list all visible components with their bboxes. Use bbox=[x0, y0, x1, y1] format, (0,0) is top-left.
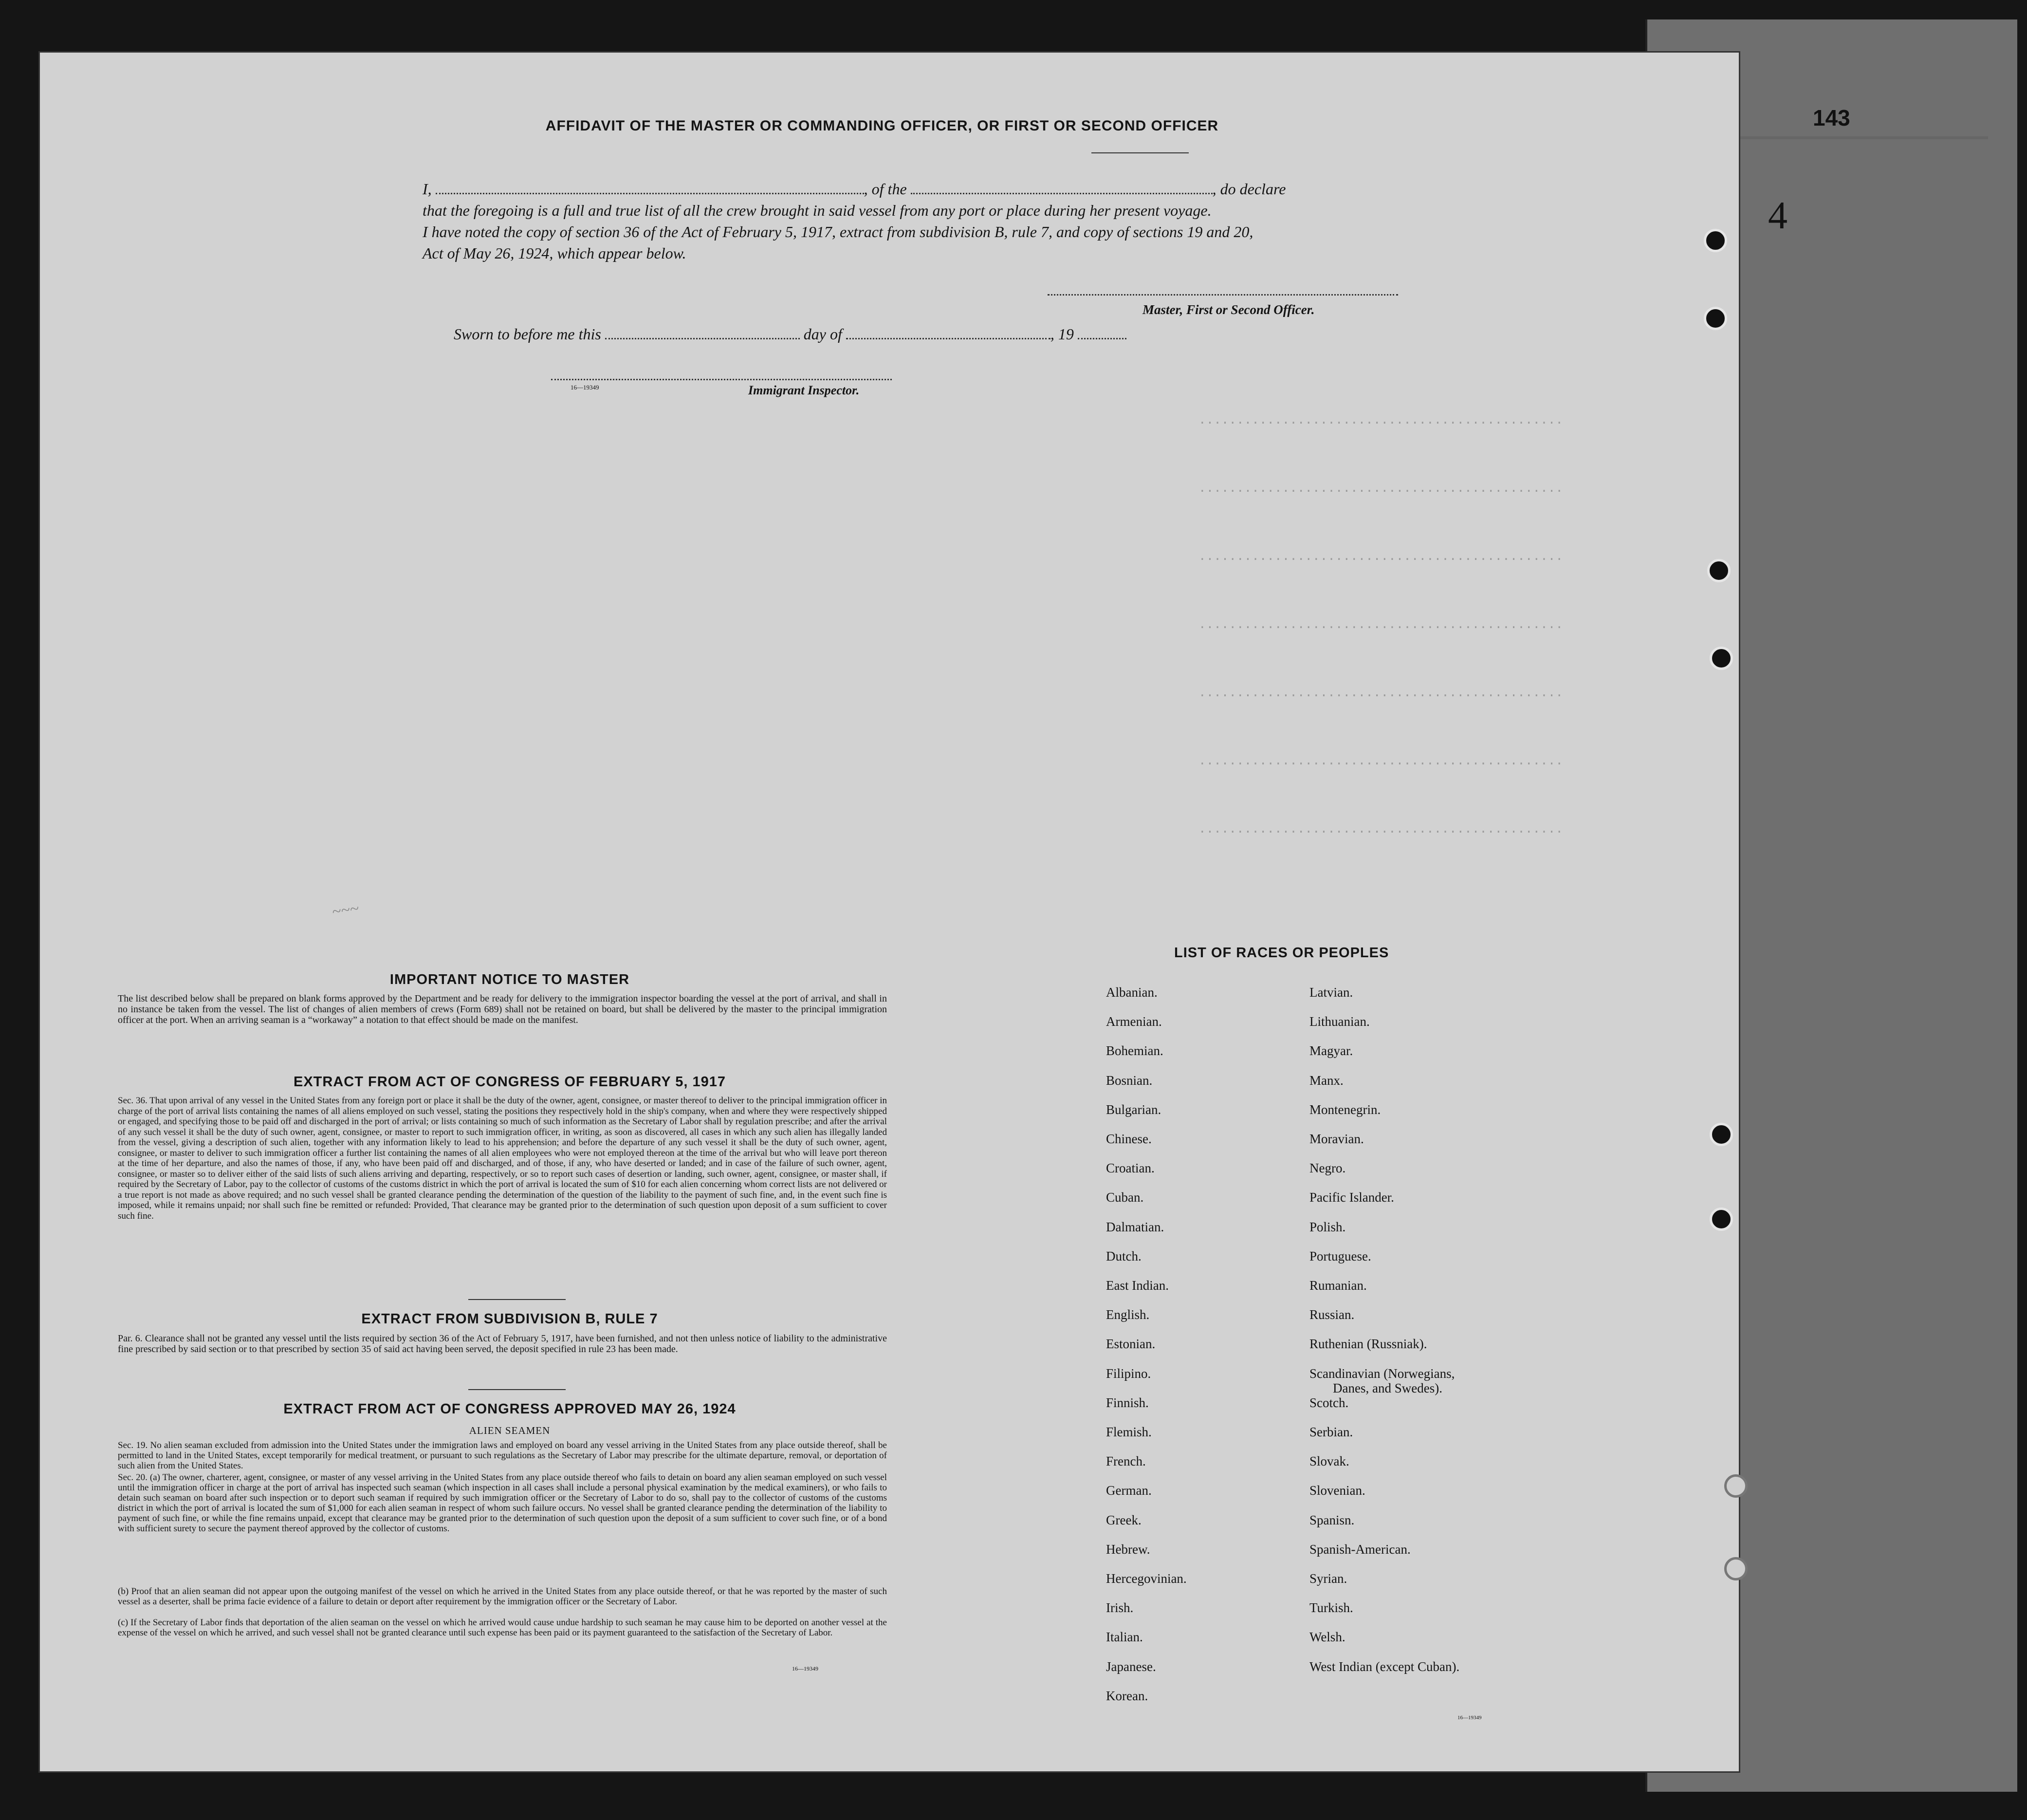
race-right-item: Rumanian. bbox=[1309, 1278, 1367, 1293]
race-left-item: Bulgarian. bbox=[1106, 1102, 1161, 1117]
punch-hole bbox=[1724, 1474, 1748, 1498]
race-left-item: Armenian. bbox=[1106, 1014, 1162, 1029]
punch-hole bbox=[1710, 1123, 1733, 1146]
race-right-item: Lithuanian. bbox=[1309, 1014, 1370, 1029]
races-title: LIST OF RACES OR PEOPLES bbox=[1174, 945, 1389, 961]
divider bbox=[468, 1299, 566, 1300]
punch-hole bbox=[1724, 1557, 1748, 1580]
race-left-item: Korean. bbox=[1106, 1688, 1148, 1703]
divider bbox=[468, 1389, 566, 1390]
punch-hole bbox=[1710, 647, 1733, 670]
race-right-item: Syrian. bbox=[1309, 1571, 1347, 1586]
race-left-item: Greek. bbox=[1106, 1512, 1142, 1527]
extract-1917-title: EXTRACT FROM ACT OF CONGRESS OF FEBRUARY 5, 1917 bbox=[293, 1074, 726, 1090]
race-left-item: Chinese. bbox=[1106, 1132, 1152, 1146]
sec-19-text: Sec. 19. No alien seaman excluded from admission into the United States under the immigration laws and employed on board any vessel arriving in the United States from any place outside thereof, shall be permitted to land in the United States, except temporarily for medical treatment, or pursuant to such regulations as the Secretary of Labor may prescribe for the ultimate departure, removal, or deportation of such alien from the United States. bbox=[118, 1440, 887, 1471]
race-left-item: Hercegovinian. bbox=[1106, 1571, 1187, 1586]
race-left-item: Croatian. bbox=[1106, 1161, 1155, 1176]
sworn-label: Sworn to before me this bbox=[454, 325, 601, 343]
sec-20b-text: (b) Proof that an alien seaman did not appear upon the outgoing manifest of the vessel on which he arrived in the United States from any place outside thereof, or that he was reported by the master of such vessel as a deserter, shall be prima facie evidence of a failure to detain or deport after requirement by the immigration officer or the Secretary of Labor. bbox=[118, 1586, 887, 1607]
race-left-item: German. bbox=[1106, 1483, 1152, 1498]
form-number: 16—19349 bbox=[792, 1665, 818, 1672]
race-left-item: Hebrew. bbox=[1106, 1541, 1150, 1557]
document-page: 4 ................................................ ................................................ ................................................ ................................................ ................................................ ................................................ ................................................ AFFIDAVIT OF THE MASTER OR COMMANDING OFFICER, OR FIRST OR SECOND OFFICER I, , of the , do declare that the foregoing is a full and true list of all the crew brought in said vessel from any port or place during her present voyage. I have noted the copy of section 36 of the Act of February 5, 1917, extract from subdivision B, rule 7, and copy of sections 19 and 20, Act of May 26, 1924, which appear below. Master, First or Second Officer. Sworn to before me this day of , 19 16—19349 Immigrant Inspector. ~~~ IMPORTANT NOTICE TO MASTER The list described below shall be prepared on blank forms approved by the Department and be ready for delivery to the immigration inspector boarding the vessel at the port of arrival, and shall in no instance be taken from the vessel. The list of changes of alien members of crews (Form 689) shall not be retained on board, but shall be delivered by the master to the principal immigration officer at the port. When an arriving seaman is a “workaway” a notation to that effect should be made on the manifest. EXTRACT FROM ACT OF CONGRESS OF FEBRUARY 5, 1917 Sec. 36. That upon arrival of any vessel in the United States from any foreign port or place it shall be the duty of the owner, agent, consignee, or master thereof to deliver to the principal immigration officer in charge of the port of arrival lists containing the names of all aliens employed on such vessel, stating the positions they respectively hold in the ship's company, when and where they were respectively shipped or engaged, and specifying those to be paid off and discharged in the port of arrival; or lists containing so much of such information as the Secretary of Labor shall by regulation prescribe; and after the arrival of any such vessel it shall be the duty of such owner, agent, consignee, or master to report to such immigration officer, in writing, as soon as discovered, all cases in which any such alien has illegally landed from the vessel, giving a description of such alien, together with any information likely to lead to his apprehension; and before the departure of any such vessel it shall be the duty of such owner, agent, consignee, or master to deliver to such immigration officer a further list containing the names of all alien employees who were not employed thereon at the time of the arrival but who will leave port thereon at the time of her departure, and also the names of those, if any, who have been paid off and discharged, and of those, if any, who have deserted or landed; and in case of the failure of such owner, agent, consignee, or master so to deliver either of the said lists of such aliens arriving and departing, respectively, or so to report such cases of desertion or landing, such owner, agent, consignee, or master shall, if required by the Secretary of Labor, pay to the collector of customs of the customs district in which the port of arrival is located the sum of $10 for each alien concerning whom correct lists are not delivered or a true report is not made as above required; and no such vessel shall be granted clearance pending the determination of the question of the liability to the payment of such fine, and, in the event such fine is imposed, while it remains unpaid; nor shall such fine be remitted or refunded: Provided, That clearance may be granted prior to the determination of such question upon deposit of a sum sufficient to cover such fine. EXTRACT FROM SUBDIVISION B, RULE 7 Par. 6. Clearance shall not be granted any vessel until the lists required by section 36 of the Act of February 5, 1917, have been furnished, and not then unless notice of liability to the administrative fine prescribed by said section or to that prescribed by section 35 of said act having been served, the deposit specified in rule 23 has been made. EXTRACT FROM ACT OF CONGRESS APPROVED MAY 26, 1924 ALIEN SEAMEN Sec. 19. No alien seaman excluded from admission into the United States under the immigration laws and employed on board any vessel arriving in the United States from any place outside thereof, shall be permitted to land in the United States, except temporarily for medical treatment, or pursuant to such regulations as the Secretary of Labor may prescribe for the ultimate departure, removal, or deportation of such alien from the United States. Sec. 20. (a) The owner, charterer, agent, consignee, or master of any vessel arriving in the United States from any place outside thereof who fails to detain on board any alien seaman employed on such vessel until the immigration officer in charge at the port of arrival has inspected such seaman (which inspection in all cases shall include a personal physical examination by the medical examiners), or who fails to detain such seaman on board after such inspection or to deport such seaman if required by such immigration officer or the Secretary of Labor to do so, shall pay to the collector of customs of the customs district in which the port of arrival is located the sum of $1,000 for each alien seaman in respect of whom such failure occurs. No vessel shall be granted clearance pending the determination of the liability to payment of such fine, or while the fine remains unpaid, except that clearance may be granted prior to the determination of such question upon the deposit of a sum sufficient to cover such fine, or of a bond with sufficient surety to secure the payment thereof approved by the collector of customs. (b) Proof that an alien seaman did not appear upon the outgoing manifest of the vessel on which he arrived in the United States from any place outside thereof, or that he was reported by the master of such vessel as a deserter, shall be prima facie evidence of a failure to detain or deport after requirement by the immigration officer or the Secretary of Labor. (c) If the Secretary of Labor finds that deportation of the alien seaman on the vessel on which he arrived would cause undue hardship to such seaman he may cause him to be deported on another vessel at the expense of the vessel on which he arrived, and such vessel shall not be granted clearance until such expense has been paid or its payment guaranteed to the satisfaction of the Secretary of Labor. 16—19349 LIST OF RACES OR PEOPLES 16—19349 Albanian. Armenian. Bohemian. Bosnian. Bulgarian. Chinese. Croatian. Cuban. Dalmatian. Dutch. East Indian. English. Estonian. Filipino. Finnish. Flemish. French. German. Greek. Hebrew. Hercegovinian. Irish. Italian. Japanese. Korean. Latvian. Lithuanian. Magyar. Manx. Montenegrin. Moravian. Negro. Pacific Islander. Polish. Portuguese. Rumanian. Russian. Ruthenian (Russniak). Scandinavian (Norwegians, Danes, and Swedes). Scotch. Serbian. Slovak. Slovenian. Spanisn. Spanish-American. Syrian. Turkish. Welsh. West Indian (except Cuban). bbox=[40, 53, 1739, 1771]
punch-hole bbox=[1707, 559, 1731, 582]
race-right-item: Moravian. bbox=[1309, 1132, 1364, 1146]
sworn-date-blank bbox=[605, 333, 800, 339]
affidavit-line-4: Act of May 26, 1924, which appear below. bbox=[423, 244, 686, 262]
signature-label: Master, First or Second Officer. bbox=[1142, 302, 1315, 317]
affidavit-of-the: , of the bbox=[864, 180, 907, 198]
sworn-month-blank bbox=[846, 333, 1050, 339]
inspector-label: Immigrant Inspector. bbox=[748, 383, 860, 397]
name-blank bbox=[436, 188, 864, 194]
sworn-year-blank bbox=[1078, 333, 1126, 339]
race-right-item: Manx. bbox=[1309, 1073, 1344, 1088]
alien-seamen-subtitle: ALIEN SEAMEN bbox=[469, 1425, 551, 1436]
race-right-item: Latvian. bbox=[1309, 985, 1353, 1000]
race-right-item: Ruthenian (Russniak). bbox=[1309, 1337, 1427, 1352]
divider bbox=[1091, 152, 1189, 153]
race-right-item: Scotch. bbox=[1309, 1395, 1349, 1410]
affidavit-i: I, bbox=[423, 180, 432, 198]
race-right-item: Russian. bbox=[1309, 1307, 1355, 1322]
race-right-item: Pacific Islander. bbox=[1309, 1190, 1394, 1205]
race-right-item: Slovenian. bbox=[1309, 1483, 1365, 1498]
race-left-item: Flemish. bbox=[1106, 1425, 1152, 1439]
page-number: 143 bbox=[1813, 105, 1850, 130]
race-left-item: Albanian. bbox=[1106, 985, 1158, 1000]
affidavit-line-2: that the foregoing is a full and true list of all the crew brought in said vessel from any port or place during her present voyage. bbox=[423, 202, 1212, 219]
race-left-item: Bosnian. bbox=[1106, 1073, 1153, 1088]
form-number: 16—19349 bbox=[571, 384, 599, 391]
race-right-item: Welsh. bbox=[1309, 1630, 1345, 1645]
race-left-item: Filipino. bbox=[1106, 1366, 1151, 1381]
race-right-item: Turkish. bbox=[1309, 1600, 1353, 1616]
sworn-day-of: day of bbox=[803, 325, 842, 343]
sec-20a-text: Sec. 20. (a) The owner, charterer, agent, consignee, or master of any vessel arriving in the United States from any place outside thereof who fails to detain on board any alien seaman employed on such vessel until the immigration officer in charge at the port of arrival has inspected such seaman (which inspection in all cases shall include a personal physical examination by the medical examiners), or who fails to detain such seaman on board after such inspection or to deport such seaman if required by such immigration officer or the Secretary of Labor to do so, shall pay to the collector of customs of the customs district in which the port of arrival is located the sum of $1,000 for each alien seaman in respect of whom such failure occurs. No vessel shall be granted clearance pending the determination of the liability to payment of such fine, or while the fine remains unpaid, except that clearance may be granted prior to the determination of such question upon the deposit of a sum sufficient to cover such fine, or of a bond with sufficient surety to secure the payment thereof approved by the collector of customs. bbox=[118, 1472, 887, 1534]
rule7-title: EXTRACT FROM SUBDIVISION B, RULE 7 bbox=[361, 1311, 658, 1327]
race-right-item: West Indian (except Cuban). bbox=[1309, 1659, 1460, 1674]
race-right-item: Spanish-American. bbox=[1309, 1541, 1411, 1557]
race-left-item: English. bbox=[1106, 1307, 1150, 1322]
race-right-item: Polish. bbox=[1309, 1219, 1346, 1234]
affidavit-do-declare: , do declare bbox=[1212, 180, 1286, 198]
race-right-item: Montenegrin. bbox=[1309, 1102, 1381, 1117]
race-right-item: Negro. bbox=[1309, 1161, 1346, 1176]
race-left-item: Italian. bbox=[1106, 1630, 1143, 1645]
extract-1924-title: EXTRACT FROM ACT OF CONGRESS APPROVED MAY 26, 1924 bbox=[283, 1401, 736, 1417]
affidavit-line-3: I have noted the copy of section 36 of the Act of February 5, 1917, extract from subdivision B, rule 7, and copy of sections 19 and 20, bbox=[423, 223, 1253, 241]
affidavit-title: AFFIDAVIT OF THE MASTER OR COMMANDING OFFICER, OR FIRST OR SECOND OFFICER bbox=[545, 118, 1219, 134]
punch-hole bbox=[1704, 229, 1727, 252]
notice-text: The list described below shall be prepared on blank forms approved by the Department and be ready for delivery to the immigration inspector boarding the vessel at the port of arrival, and shall in no instance be taken from the vessel. The list of changes of alien members of crews (Form 689) shall not be retained on board, but shall be delivered by the master to the principal immigration officer at the port. When an arriving seaman is a “workaway” a notation to that effect should be made on the manifest. bbox=[118, 993, 887, 1025]
race-right-item: Spanisn. bbox=[1309, 1512, 1355, 1527]
punch-hole bbox=[1704, 307, 1727, 330]
sworn-line bbox=[454, 323, 1379, 345]
race-right-item: Portuguese. bbox=[1309, 1248, 1371, 1263]
race-left-item: Japanese. bbox=[1106, 1659, 1156, 1674]
race-right-item: Danes, and Swedes). bbox=[1333, 1380, 1442, 1395]
race-left-item: Dutch. bbox=[1106, 1248, 1142, 1263]
race-left-item: Bohemian. bbox=[1106, 1043, 1163, 1059]
race-left-item: Finnish. bbox=[1106, 1395, 1149, 1410]
vessel-blank bbox=[911, 188, 1213, 194]
notice-title: IMPORTANT NOTICE TO MASTER bbox=[389, 972, 630, 987]
signature-line bbox=[1048, 294, 1398, 296]
extract-1917-text: Sec. 36. That upon arrival of any vessel in the United States from any foreign port or place it shall be the duty of the owner, agent, consignee, or master thereof to deliver to the principal immigration officer in charge of the port of arrival lists containing the names of all aliens employed on such vessel, stating the positions they respectively hold in the ship's company, when and where they were respectively shipped or engaged, and specifying those to be paid off and discharged in the port of arrival; or lists containing so much of such information as the Secretary of Labor shall by regulation prescribe; and after the arrival of any such vessel it shall be the duty of such owner, agent, consignee, or master to report to such immigration officer, in writing, as soon as discovered, all cases in which any such alien has illegally landed from the vessel, giving a description of such alien, together with any information likely to lead to his apprehension; and before the departure of any such vessel it shall be the duty of such owner, agent, consignee, or master to deliver to such immigration officer a further list containing the names of all alien employees who were not employed thereon at the time of the arrival but who will leave port thereon at the time of her departure, and also the names of those, if any, who have been paid off and discharged, and of those, if any, who have deserted or landed; and in case of the failure of such owner, agent, consignee, or master so to deliver either of the said lists of such aliens arriving and departing, respectively, or so to report such cases of desertion or landing, such owner, agent, consignee, or master shall, if required by the Secretary of Labor, pay to the collector of customs of the customs district in which the port of arrival is located the sum of $10 for each alien concerning whom correct lists are not delivered or a true report is not made as above required; and no such vessel shall be granted clearance pending the determination of the question of the liability to the payment of such fine, and, in the event such fine is imposed, while it remains unpaid; nor shall such fine be remitted or refunded: Provided, That clearance may be granted prior to the determination of such question upon deposit of a sum sufficient to cover such fine. bbox=[118, 1096, 887, 1221]
race-left-item: French. bbox=[1106, 1454, 1146, 1469]
punch-hole bbox=[1710, 1207, 1733, 1231]
race-left-item: East Indian. bbox=[1106, 1278, 1169, 1293]
race-right-item: Serbian. bbox=[1309, 1425, 1353, 1439]
sec-20c-text: (c) If the Secretary of Labor finds that deportation of the alien seaman on the vessel on which he arrived would cause undue hardship to such seaman he may cause him to be deported on another vessel at the expense of the vessel on which he arrived, and such vessel shall not be granted clearance until such expense has been paid or its payment guaranteed to the satisfaction of the Secretary of Labor. bbox=[118, 1617, 887, 1638]
race-left-item: Cuban. bbox=[1106, 1190, 1144, 1205]
side-mark: 4 bbox=[1768, 194, 1787, 237]
race-right-item: Magyar. bbox=[1309, 1043, 1353, 1059]
race-left-item: Dalmatian. bbox=[1106, 1219, 1164, 1234]
form-number: 16—19349 bbox=[1457, 1715, 1482, 1721]
handwritten-note: ~~~ bbox=[331, 899, 360, 921]
race-left-item: Irish. bbox=[1106, 1600, 1134, 1616]
race-left-item: Estonian. bbox=[1106, 1337, 1156, 1352]
affidavit-line-1 bbox=[423, 178, 1425, 200]
race-right-item: Scandinavian (Norwegians, bbox=[1309, 1366, 1455, 1381]
rule7-text: Par. 6. Clearance shall not be granted any vessel until the lists required by section 36 of the Act of February 5, 1917, have been furnished, and not then unless notice of liability to the administrative fine prescribed by said section or to that prescribed by section 35 of said act having been served, the deposit specified in rule 23 has been made. bbox=[118, 1333, 887, 1355]
race-right-item: Slovak. bbox=[1309, 1454, 1349, 1469]
sworn-year: , 19 bbox=[1050, 325, 1074, 343]
